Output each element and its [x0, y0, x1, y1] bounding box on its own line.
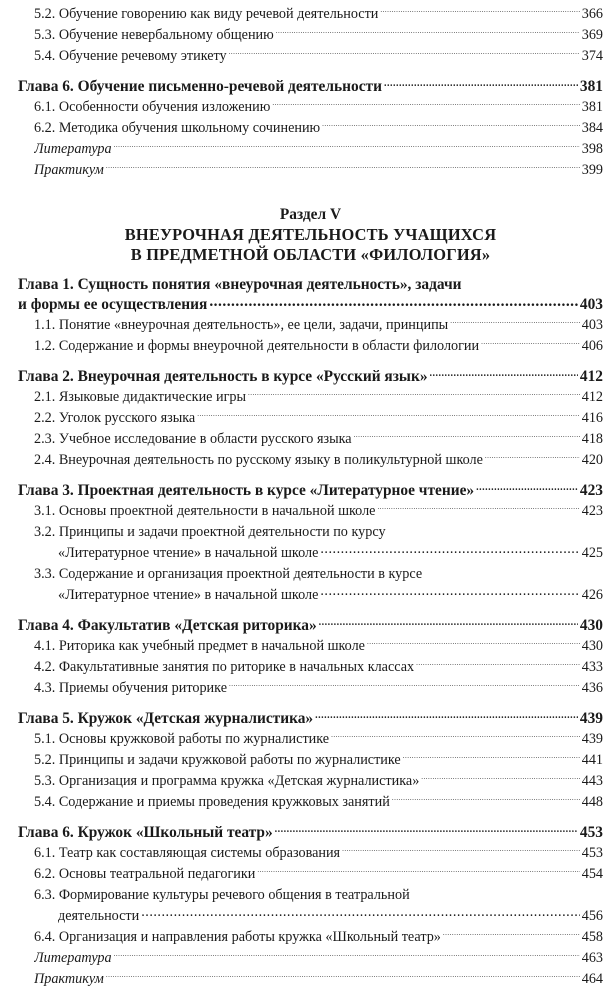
toc-entry: 2.3. Учебное исследование в области русского языка ..... 418: [18, 429, 603, 450]
toc-entry-line: деятельности ..... 456: [34, 906, 603, 927]
chapter-heading: Глава 5. Кружок «Детская журналистика» ..... 439: [18, 708, 603, 729]
toc-entry: 2.1. Языковые дидактические игры ..... 412: [18, 387, 603, 408]
section-title-line: ВНЕУРОЧНАЯ ДЕЯТЕЛЬНОСТЬ УЧАЩИХСЯ: [124, 225, 497, 244]
toc-entry: 1.2. Содержание и формы внеурочной деятельности в области филологии ..... 406: [18, 336, 603, 357]
section-title-line: В ПРЕДМЕТНОЙ ОБЛАСТИ «ФИЛОЛОГИЯ»: [130, 245, 491, 264]
toc-entry-literature: Литература ..... 463: [18, 948, 603, 969]
toc-entry: 4.2. Факультативные занятия по риторике в начальных классах ..... 433: [18, 657, 603, 678]
toc-entry: 6.2. Основы театральной педагогики ..... 454: [18, 864, 603, 885]
toc-entry-line: «Литературное чтение» в начальной школе ..... 425: [34, 543, 603, 564]
toc-entry-line: 6.3. Формирование культуры речевого общения в театральной: [34, 887, 410, 903]
chapter-title-line: Глава 1. Сущность понятия «внеурочная деятельность», задачи: [18, 276, 462, 293]
chapter-heading: Глава 2. Внеурочная деятельность в курсе «Русский язык» ..... 412: [18, 366, 603, 387]
toc-entry: 6.4. Организация и направления работы кружка «Школьный театр» ..... 458: [18, 927, 603, 948]
toc-entry-practicum: Практикум ..... 464: [18, 969, 603, 990]
toc-entry: 6.2. Методика обучения школьному сочинению ..... 384: [18, 118, 603, 139]
toc-entry: 1.1. Понятие «внеурочная деятельность», ее цели, задачи, принципы ..... 403: [18, 315, 603, 336]
toc-entry: 5.2. Принципы и задачи кружковой работы по журналистике ..... 441: [18, 750, 603, 771]
toc-entry: 6.1. Театр как составляющая системы образования ..... 453: [18, 843, 603, 864]
toc-entry: [18, 522, 603, 564]
section-label: Раздел V: [279, 206, 342, 223]
chapter-title-line: и формы ее осуществления ..... 403: [18, 295, 603, 315]
toc-entry: 4.3. Приемы обучения риторике ..... 436: [18, 678, 603, 699]
toc-entry-line: 3.3. Содержание и организация проектной деятельности в курсе: [34, 566, 423, 582]
toc-entry-line: «Литературное чтение» в начальной школе ..... 426: [34, 585, 603, 606]
toc-entry: 5.3. Организация и программа кружка «Детская журналистика» ..... 443: [18, 771, 603, 792]
toc-entry: 4.1. Риторика как учебный предмет в начальной школе ..... 430: [18, 636, 603, 657]
toc-entry: 2.4. Внеурочная деятельность по русскому языку в поликультурной школе ..... 420: [18, 450, 603, 471]
toc-entry-line: 3.2. Принципы и задачи проектной деятельности по курсу: [34, 524, 386, 540]
toc-entry-literature: Литература ..... 398: [18, 139, 603, 160]
chapter-heading: Глава 6. Кружок «Школьный театр» ..... 453: [18, 822, 603, 843]
toc-entry: 5.4. Содержание и приемы проведения кружковых занятий ..... 448: [18, 792, 603, 813]
toc-entry: 6.1. Особенности обучения изложению ..... 381: [18, 97, 603, 118]
toc-entry: [18, 564, 603, 606]
section-heading: [18, 205, 603, 265]
toc-entry: [18, 885, 603, 927]
toc-entry: 5.3. Обучение невербальному общению ..... 369: [18, 25, 603, 46]
toc-entry: 5.1. Основы кружковой работы по журналистике ..... 439: [18, 729, 603, 750]
chapter-heading: [18, 275, 603, 315]
table-of-contents: [18, 4, 603, 990]
toc-entry-practicum: Практикум ..... 399: [18, 160, 603, 181]
toc-entry: 5.4. Обучение речевому этикету ..... 374: [18, 46, 603, 67]
toc-entry: 3.1. Основы проектной деятельности в начальной школе ..... 423: [18, 501, 603, 522]
chapter-heading: Глава 4. Факультатив «Детская риторика» ..... 430: [18, 615, 603, 636]
toc-entry: 2.2. Уголок русского языка ..... 416: [18, 408, 603, 429]
toc-entry: 5.2. Обучение говорению как виду речевой деятельности ..... 366: [18, 4, 603, 25]
chapter-heading: Глава 6. Обучение письменно-речевой деятельности ..... 381: [18, 76, 603, 97]
chapter-heading: Глава 3. Проектная деятельность в курсе «Литературное чтение» ..... 423: [18, 480, 603, 501]
